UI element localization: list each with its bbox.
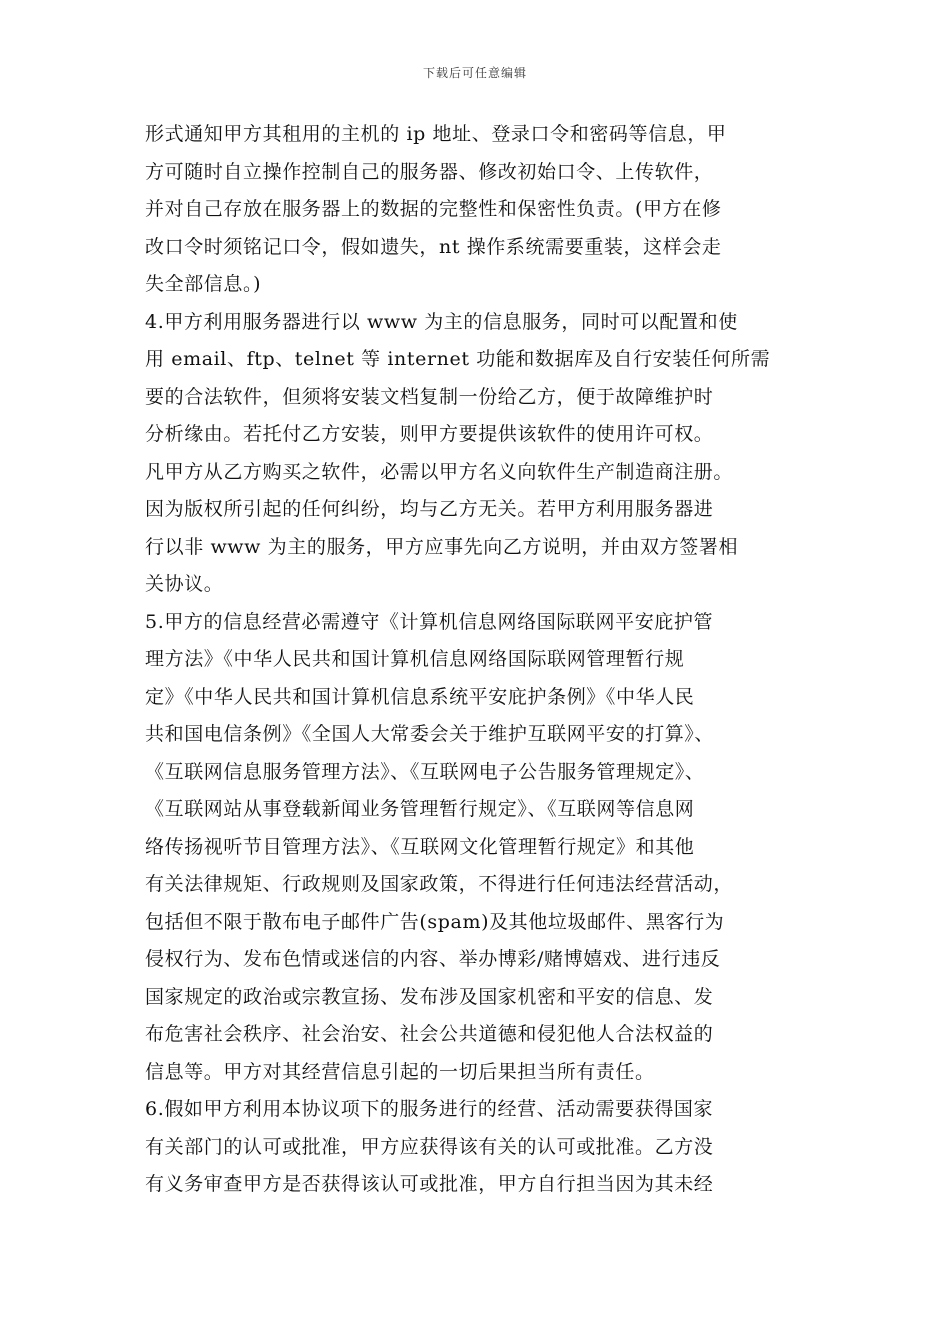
text-line: 关协议。 xyxy=(145,573,224,595)
text-line: 形式通知甲方其租用的主机的 ip 地址、登录口令和密码等信息，甲 xyxy=(145,123,727,145)
text-line: 失全部信息。) xyxy=(145,273,262,295)
text-line: 有关法律规矩、行政规则及国家政策，不得进行任何违法经营活动， xyxy=(145,873,734,895)
text-line: 包括但不限于散布电子邮件广告(spam)及其他垃圾邮件、黑客行为 xyxy=(145,910,725,933)
document-body xyxy=(145,116,810,1204)
text-line: 理方法》《中华人民共和国计算机信息网络国际联网管理暂行规 xyxy=(145,648,685,670)
text-line: 共和国电信条例》《全国人大常委会关于维护互联网平安的打算》、 xyxy=(145,723,715,745)
text-line: 因为版权所引起的任何纠纷，均与乙方无关。若甲方利用服务器进 xyxy=(145,498,714,520)
text-line: 6.假如甲方利用本协议项下的服务进行的经营、活动需要获得国家 xyxy=(145,1098,714,1120)
text-line: 有关部门的认可或批准，甲方应获得该有关的认可或批准。乙方没 xyxy=(145,1135,714,1158)
text-line: 4.甲方利用服务器进行以 www 为主的信息服务，同时可以配置和使 xyxy=(145,310,738,333)
text-line: 行以非 www 为主的服务，甲方应事先向乙方说明，并由双方签署相 xyxy=(145,535,739,558)
text-line: 改口令时须铭记口令，假如遗失，nt 操作系统需要重装，这样会走 xyxy=(145,235,722,258)
text-line: 凡甲方从乙方购买之软件，必需以甲方名义向软件生产制造商注册。 xyxy=(145,460,734,483)
text-line: 络传扬视听节目管理方法》、《互联网文化管理暂行规定》和其他 xyxy=(145,835,695,858)
text-line: 《互联网站从事登载新闻业务管理暂行规定》、《互联网等信息网 xyxy=(145,798,695,820)
text-line: 分析缘由。若托付乙方安装，则甲方要提供该软件的使用许可权。 xyxy=(145,423,714,445)
text-line: 用 email、ftp、telnet 等 internet 功能和数据库及自行安装任何所需 xyxy=(145,348,771,370)
page-header: 下载后可任意编辑 xyxy=(422,66,527,80)
text-line: 方可随时自立操作控制自己的服务器、修改初始口令、上传软件， xyxy=(145,160,714,183)
text-line: 要的合法软件，但须将安装文档复制一份给乙方，便于故障维护时 xyxy=(145,385,714,408)
text-line: 信息等。甲方对其经营信息引起的一切后果担当所有责任。 xyxy=(145,1060,655,1083)
text-line: 有义务审查甲方是否获得该认可或批准，甲方自行担当因为其未经 xyxy=(145,1173,714,1195)
text-line: 布危害社会秩序、社会治安、社会公共道德和侵犯他人合法权益的 xyxy=(145,1023,714,1045)
text-line: 并对自己存放在服务器上的数据的完整性和保密性负责。(甲方在修 xyxy=(145,198,722,220)
text-line: 侵权行为、发布色情或迷信的内容、举办博彩/赌博嬉戏、进行违反 xyxy=(145,948,721,970)
text-line: 5.甲方的信息经营必需遵守《计算机信息网络国际联网平安庇护管 xyxy=(145,610,714,633)
text-line: 国家规定的政治或宗教宣扬、发布涉及国家机密和平安的信息、发 xyxy=(145,985,714,1008)
text-line: 定》《中华人民共和国计算机信息系统平安庇护条例》《中华人民 xyxy=(145,685,695,708)
text-line: 《互联网信息服务管理方法》、《互联网电子公告服务管理规定》、 xyxy=(145,760,705,783)
